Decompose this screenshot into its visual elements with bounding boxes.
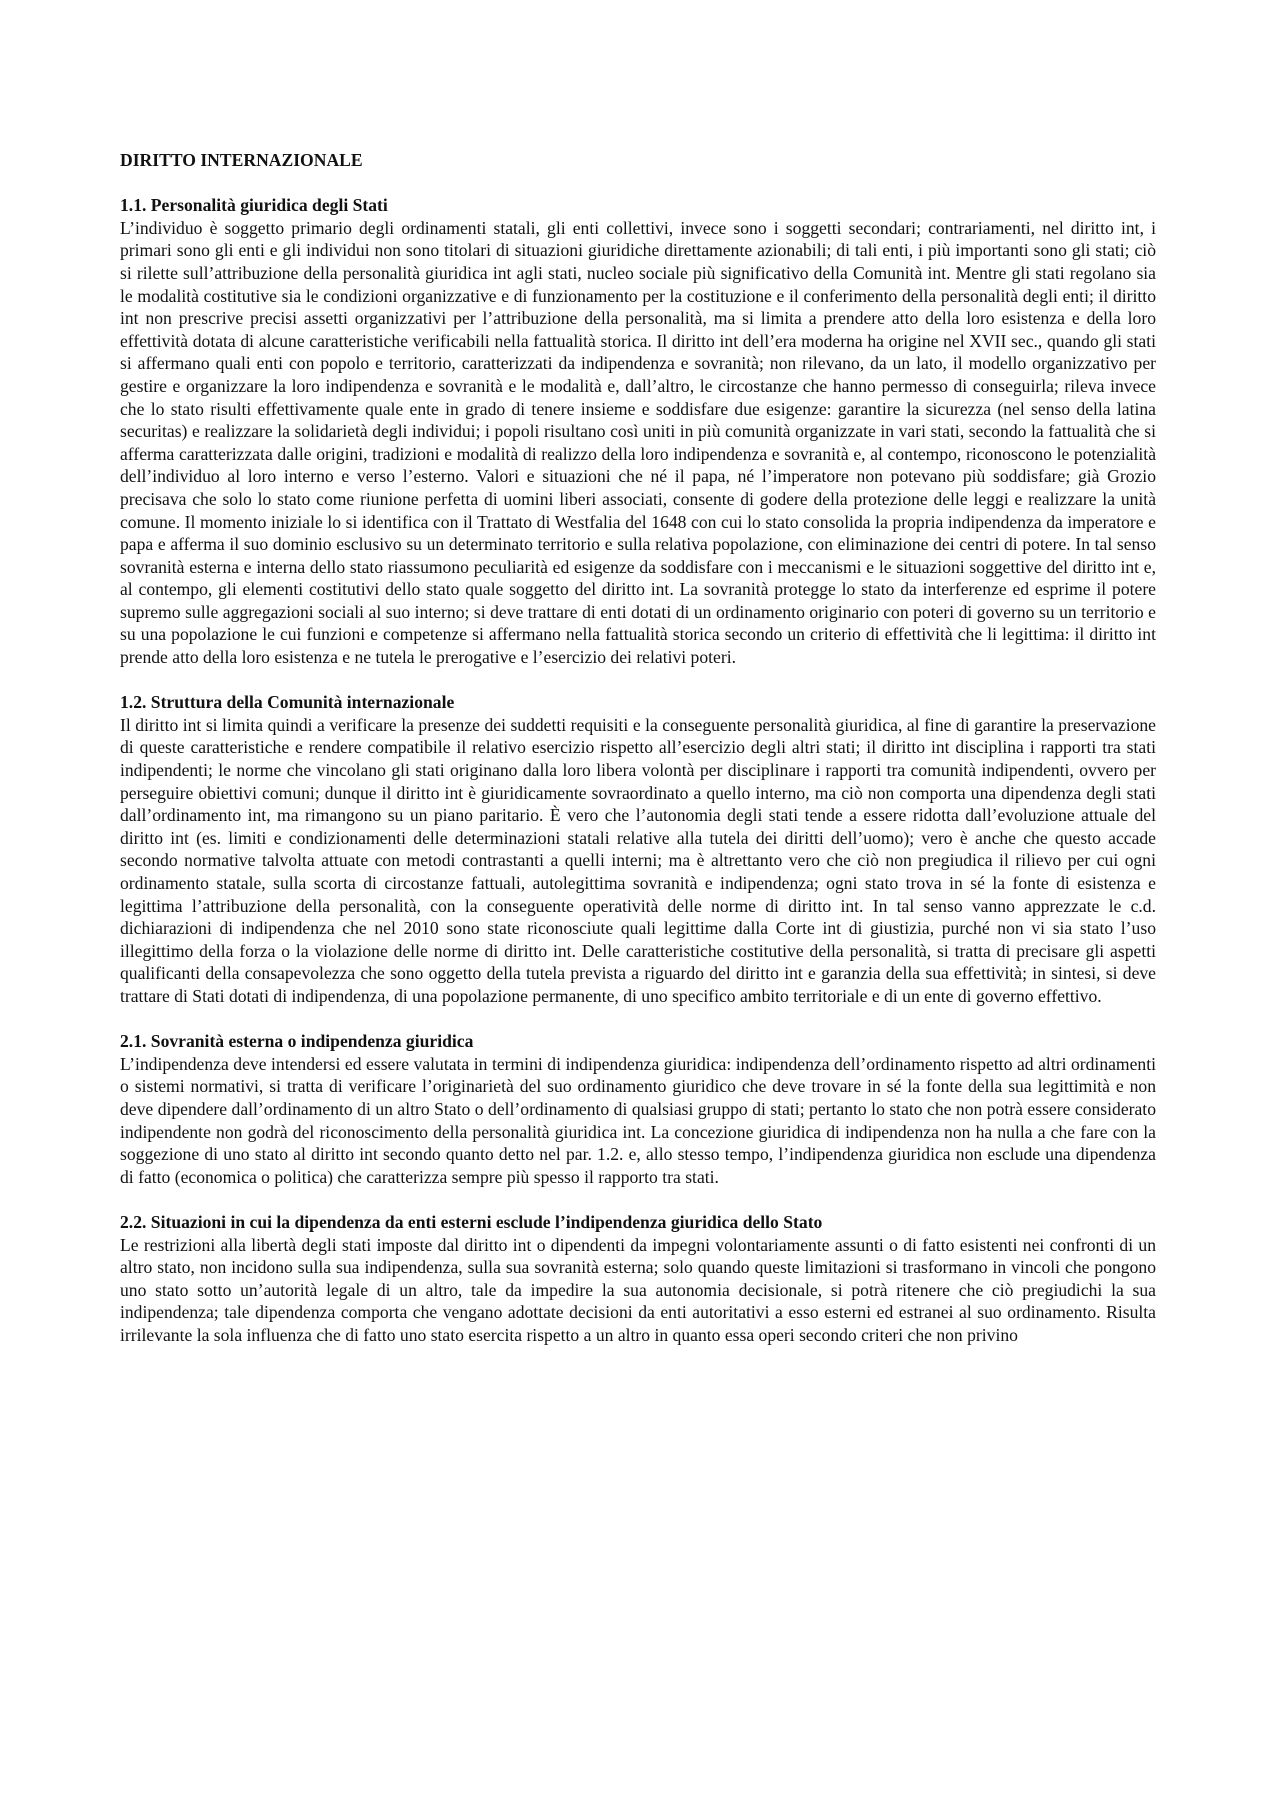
section-heading: 1.1. Personalità giuridica degli Stati [120,195,388,216]
section-paragraph: Le restrizioni alla libertà degli stati imposte dal diritto int o dipendenti da impegni volontariamente assunti o di fatto esistenti nei confronti di un altro stato, non incidono sulla sua indipendenza, sulla sua sovranità esterna; solo quando queste limitazioni si trasformano in vincoli che pongono uno stato sotto un’autorità legale di un altro, tale da impedire la sua autonomia decisionale, si potrà ritenere che ciò pregiudichi la sua indipendenza; tale dipendenza comporta che vengano adottate decisioni da enti autoritativi a esso esterni ed estranei al suo ordinamento. Risulta irrilevante la sola influenza che di fatto uno stato esercita rispetto a un altro in quanto essa operi secondo criteri che non privino [120,1234,1156,1345]
document-content [120,149,1156,1369]
section-paragraph: L’individuo è soggetto primario degli ordinamenti statali, gli enti collettivi, invece sono i soggetti secondari; contrariamenti, nel diritto int, i primari sono gli enti e gli individui non sono titolari di situazioni giuridiche direttamente azionabili; di tali enti, i più importanti sono gli stati; ciò si rilette sull’attribuzione della personalità giuridica int agli stati, nucleo sociale più significativo della Comunità int. Mentre gli stati regolano sia le modalità costitutive sia le condizioni organizzative e di funzionamento per la costituzione e il conferimento della personalità degli enti; il diritto int non prescrive precisi assetti organizzativi per l’attribuzione della personalità, ma si limita a prendere atto della loro esistenza e della loro effettività dotata di alcune caratteristiche verificabili nella fattualità storica. Il diritto int dell’era moderna ha origine nel XVII sec., quando gli stati si affermano quali enti con popolo e territorio, caratterizzati da indipendenza e sovranità; non rilevano, da un lato, il modello organizzativo per gestire e organizzare la loro indipendenza e sovranità e le modalità e, dall’altro, le circostanze che hanno permesso di conseguirla; rileva invece che lo stato risulti effettivamente quale ente in grado di tenere insieme e soddisfare due esigenze: garantire la sicurezza (nel senso della latina securitas) e realizzare la solidarietà degli individui; i popoli risultano così uniti in più comunità organizzate in vari stati, secondo la fattualità che si afferma caratterizzata dalle origini, tradizioni e modalità di realizzo della loro indipendenza e sovranità e, al contempo, riconoscono le potenzialità dell’individuo al loro interno e verso l’esterno. Valori e situazioni che né il papa, né l’imperatore non potevano più soddisfare; già Grozio precisava che solo lo stato come riunione perfetta di uomini liberi associati, consente di godere della protezione delle leggi e realizzare la unità comune. Il momento iniziale lo si identifica con il Trattato di Westfalia del 1648 con cui lo stato consolida la propria indipendenza da imperatore e papa e afferma il suo dominio esclusivo su un determinato territorio e sulla relativa popolazione, con eliminazione dei centri di potere. In tal senso sovranità esterna e interna dello stato riassumono peculiarità ed esigenze da soddisfare con i meccanismi e le situazioni soggettive del diritto int e, al contempo, gli elementi costitutivi dello stato quale soggetto del diritto int. La sovranità protegge lo stato da interferenze ed esprime il potere supremo sulle aggregazioni sociali al suo interno; si deve trattare di enti dotati di un ordinamento originario con poteri di governo su un territorio e su una popolazione le cui funzioni e competenze si affermano nella fattualità storica secondo un criterio di effettività che li legittima: il diritto int prende atto della loro esistenza e ne tutela le prerogative e l’esercizio dei relativi poteri. [120,217,1156,668]
section-heading: 2.1. Sovranità esterna o indipendenza giuridica [120,1031,474,1052]
section-2-2 [120,1211,1156,1347]
section-paragraph: L’indipendenza deve intendersi ed essere valutata in termini di indipendenza giuridica: indipendenza dell’ordinamento rispetto ad altri ordinamenti o sistemi normativi, si tratta di verificare l’originarietà del suo ordinamento giuridico che deve trovare in sé la fonte della sua legittimità e non deve dipendere dall’ordinamento di un altro Stato o dell’ordinamento di qualsiasi gruppo di stati; pertanto lo stato che non potrà essere considerato indipendente non godrà del riconoscimento della personalità giuridica int. La concezione giuridica di indipendenza non ha nulla a che fare con la soggezione di uno stato al diritto int secondo quanto detto nel par. 1.2. e, allo stesso tempo, l’indipendenza giuridica non esclude una dipendenza di fatto (economica o politica) che caratterizza sempre più spesso il rapporto tra stati. [120,1053,1156,1187]
document-title: DIRITTO INTERNAZIONALE [120,150,363,170]
section-2-1 [120,1030,1156,1188]
section-paragraph: Il diritto int si limita quindi a verificare la presenze dei suddetti requisiti e la conseguente personalità giuridica, al fine di garantire la preservazione di queste caratteristiche e rendere compatibile il relativo esercizio rispetto all’esercizio degli altri stati; il diritto int disciplina i rapporti tra stati indipendenti; le norme che vincolano gli stati originano dalla loro libera volontà per disciplinare i rapporti tra comunità indipendenti, ovvero per perseguire obiettivi comuni; dunque il diritto int è giuridicamente sovraordinato a quello interno, ma ciò non comporta una dipendenza degli stati dall’ordinamento int, ma rimangono su un piano paritario. È vero che l’autonomia degli stati tende a essere ridotta dall’evoluzione attuale del diritto int (es. limiti e condizionamenti delle determinazioni statali relative alla tutela dei diritti dell’uomo); vero è anche che questo accade secondo normative talvolta attuate con metodi contrastanti a quelli interni; ma è altrettanto vero che ciò non pregiudica il rilievo per cui ogni ordinamento statale, sulla scorta di circostanze fattuali, autolegittima sovranità e indipendenza; ogni stato trova in sé la fonte di esistenza e legittima l’attribuzione della personalità, con la conseguente operatività delle norme di diritto int. In tal senso vanno apprezzate le c.d. dichiarazioni di indipendenza che nel 2010 sono state riconosciute quali legittime dalla Corte int di giustizia, purché non vi sia stato l’uso illegittimo della forza o la violazione delle norme di diritto int. Delle caratteristiche costitutive della personalità, si tratta di precisare gli aspetti qualificanti della consapevolezza che sono oggetto della tutela prevista a riguardo del diritto int e garanzia della sua effettività; in sintesi, si deve trattare di Stati dotati di indipendenza, di una popolazione permanente, di uno specifico ambito territoriale e di un ente di governo effettivo. [120,714,1156,1006]
section-heading: 1.2. Struttura della Comunità internazionale [120,692,455,713]
section-1-2 [120,691,1156,1007]
section-1-1 [120,194,1156,668]
section-heading: 2.2. Situazioni in cui la dipendenza da enti esterni esclude l’indipendenza giuridica dello Stato [120,1211,823,1232]
